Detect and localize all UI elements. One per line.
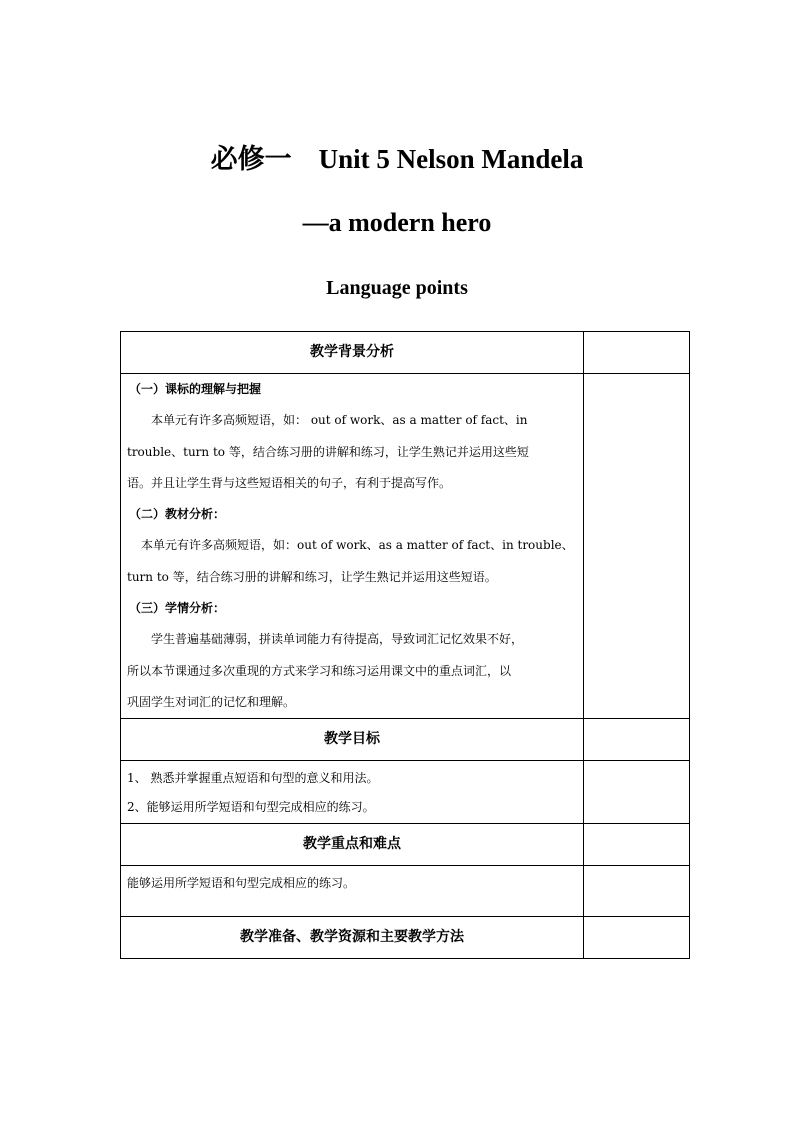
paragraph-line: 学生普遍基础薄弱，拼读单词能力有待提高，导致词汇记忆效果不好， [151,632,524,647]
side-cell [584,866,690,917]
paragraph-line: 本单元有许多高频短语，如： out of work、as a matter of fact、in [151,413,528,428]
paragraph-line: 语。并且让学生背与这些短语相关的句子，有利于提高写作。 [127,475,452,490]
subheading-curriculum: （一）课标的理解与把握 [129,382,262,396]
key-points-heading: 教学重点和难点 [121,824,584,866]
subheading-textbook: （二）教材分析： [129,507,226,522]
side-cell [584,374,690,719]
document-subtitle: —a modern hero [302,208,492,237]
teaching-goals-heading: 教学目标 [121,719,584,761]
section-title: Language points [326,277,468,299]
side-cell [584,719,690,761]
goal-item: 2、能够运用所学短语和句型完成相应的练习。 [127,800,375,815]
side-cell [584,761,690,824]
goal-item: 1、 熟悉并掌握重点短语和句型的意义和用法。 [127,771,379,786]
side-cell [584,332,690,374]
teaching-goals-body [121,761,584,824]
paragraph-line: trouble、turn to 等，结合练习册的讲解和练习，让学生熟记并运用这些短 [127,444,529,459]
key-points-body [121,866,584,917]
paragraph-line: 所以本节课通过多次重现的方式来学习和练习运用课文中的重点词汇，以 [127,663,512,678]
background-analysis-body [121,374,584,719]
side-cell [584,824,690,866]
paragraph-line: turn to 等，结合练习册的讲解和练习，让学生熟记并运用这些短语。 [127,569,497,584]
document-title: 必修一 Unit 5 Nelson Mandela [210,144,584,174]
background-analysis-heading: 教学背景分析 [121,332,584,374]
lesson-plan-table [120,331,690,959]
subheading-learners: （三）学情分析： [129,601,226,616]
paragraph-line: 巩固学生对词汇的记忆和理解。 [127,694,296,709]
paragraph-line: 本单元有许多高频短语，如：out of work、as a matter of fact、in trouble、 [141,538,574,553]
key-points-text: 能够运用所学短语和句型完成相应的练习。 [127,876,356,891]
preparation-heading: 教学准备、教学资源和主要教学方法 [121,917,584,959]
side-cell [584,917,690,959]
